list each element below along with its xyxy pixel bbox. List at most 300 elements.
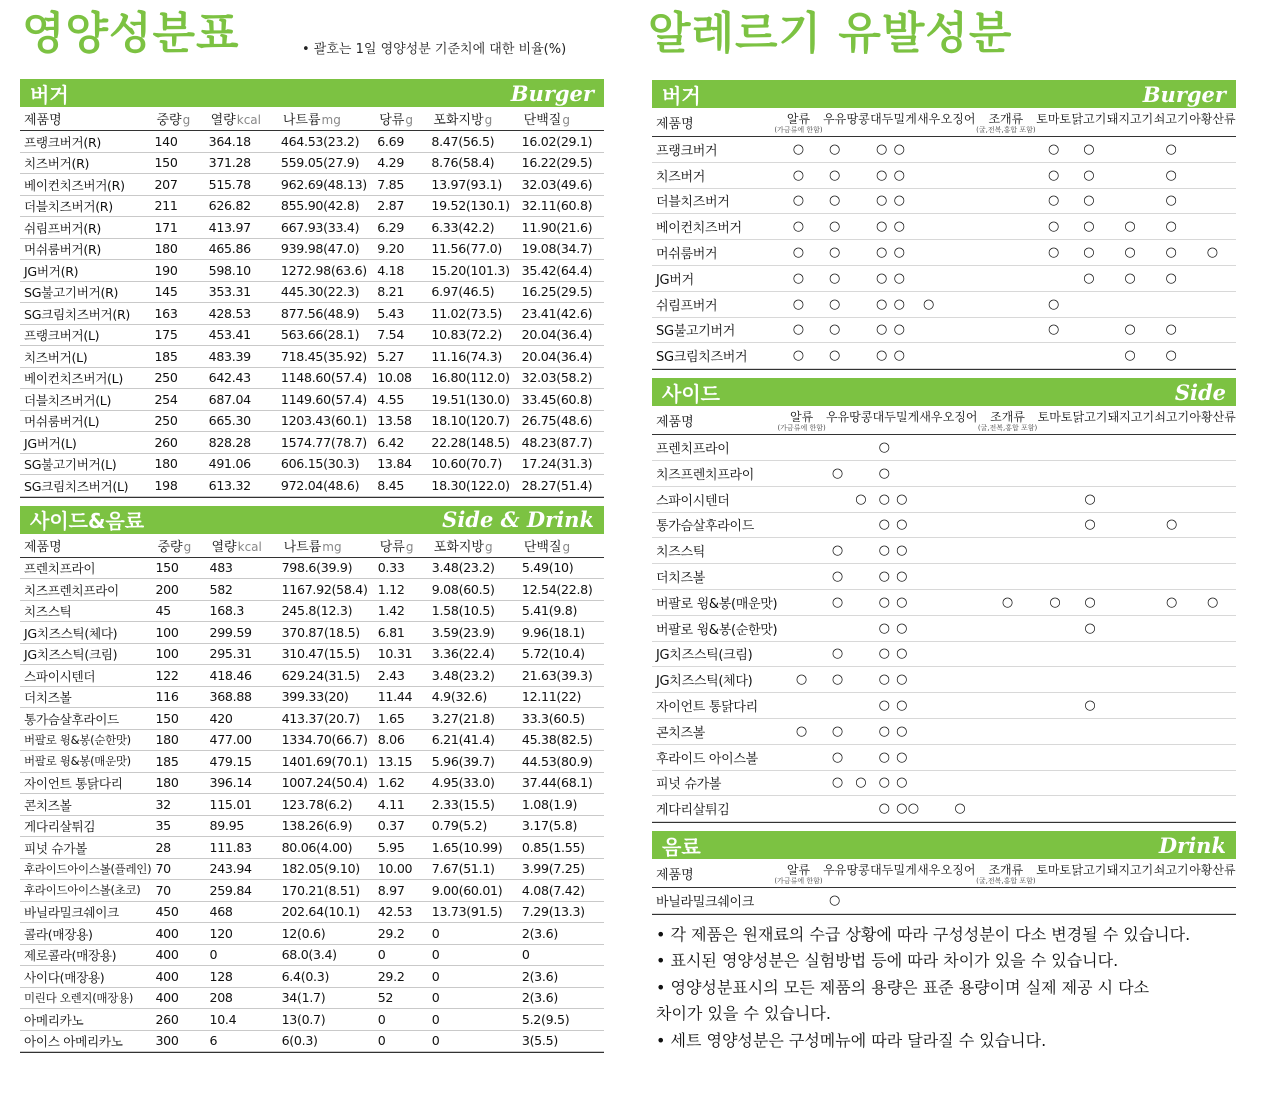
nutrient-value: 19.08(34.7): [520, 238, 604, 260]
allergen-cell: [1108, 538, 1155, 564]
nutrient-value: 300: [153, 1030, 207, 1052]
allergen-cell: [917, 162, 941, 188]
nutrient-value: 399.33(20): [280, 686, 376, 708]
allergen-cell: [908, 770, 920, 796]
allergen-mark: ○: [876, 193, 888, 209]
allergen-cell: [978, 538, 1038, 564]
allergen-header: [1038, 406, 1073, 435]
allergen-mark: ○: [896, 698, 908, 714]
allergen-cell: [917, 265, 941, 291]
nutrient-value: 559.05(27.9): [279, 152, 375, 174]
allergen-cell: [846, 240, 870, 266]
nutrient-value: 3.99(7.25): [520, 858, 604, 880]
nutrient-value: 100: [153, 643, 207, 665]
allergen-cell: [1189, 718, 1236, 744]
nutrient-value: 413.37(20.7): [280, 708, 376, 730]
nutrient-value: 100: [153, 622, 207, 644]
allergen-cell: [1189, 615, 1236, 641]
allergen-cell: [908, 615, 920, 641]
allergen-cell: [917, 188, 941, 214]
product-name: 머쉬룸버거(L): [20, 410, 152, 432]
allergen-cell: [940, 137, 975, 163]
allergen-mark: ○: [792, 245, 805, 261]
allergen-cell: [823, 188, 847, 214]
allergen-header: [1036, 859, 1071, 888]
allergen-cell: [978, 615, 1038, 641]
allergen-cell: [1107, 291, 1154, 317]
allergen-label: 게: [907, 410, 920, 425]
allergen-mark: ○: [923, 296, 935, 312]
allergen-cell: [823, 240, 847, 266]
nutrient-value: 718.45(35.92): [279, 346, 375, 368]
allergen-header: [1071, 859, 1106, 888]
nutrient-value: 855.90(42.8): [279, 195, 375, 217]
nutrient-value: 26.75(48.6): [520, 410, 604, 432]
allergen-cell: [1038, 615, 1073, 641]
product-name: JG버거(R): [20, 260, 152, 282]
header-label: 당류: [379, 539, 405, 555]
allergen-cell: [1036, 240, 1071, 266]
allergen-mark: ○: [878, 646, 890, 662]
allergen-cell: [976, 317, 1036, 343]
allergen-mark: ○: [829, 141, 841, 157]
allergen-cell: [873, 589, 896, 615]
product-name: 후라이드아이스볼(초코): [20, 880, 153, 902]
allergen-cell: [1154, 589, 1189, 615]
header-unit: g: [484, 539, 493, 554]
allergen-cell: [905, 888, 917, 914]
allergen-cell: [908, 435, 920, 461]
product-name: 제로콜라(매장용): [20, 944, 153, 966]
nutrient-value: 122: [153, 665, 207, 687]
nutrient-value: 128: [208, 966, 280, 988]
allergen-cell: [1107, 162, 1154, 188]
allergen-header: [976, 859, 1036, 888]
product-name: SG크림치즈버거: [652, 343, 774, 369]
allergen-mark: ○: [1047, 167, 1060, 183]
allergen-cell: [940, 240, 975, 266]
nutrient-value: 2(3.6): [520, 923, 604, 945]
allergen-cell: [1189, 435, 1236, 461]
nutrient-value: 44.53(80.9): [520, 751, 604, 773]
nutrient-value: 13(0.7): [280, 1009, 376, 1031]
nutrient-value: 0: [376, 1009, 430, 1031]
allergen-mark: ○: [1047, 322, 1060, 338]
header-unit: g: [484, 113, 493, 127]
allergen-mark: ○: [1165, 322, 1177, 338]
allergen-cell: [873, 538, 896, 564]
allergen-cell: [1154, 188, 1189, 214]
allergen-cell: [905, 343, 917, 369]
product-name: 치즈버거(R): [20, 152, 152, 174]
header-unit: g: [182, 113, 191, 127]
table-row: [652, 667, 1236, 693]
table-row: [20, 966, 604, 988]
allergen-cell: [823, 291, 847, 317]
allergen-cell: [940, 317, 975, 343]
allergen-cell: [873, 718, 896, 744]
allergen-cell: [1036, 214, 1071, 240]
allergen-cell: [943, 486, 978, 512]
allergen-cell: [917, 343, 941, 369]
allergen-cell: [919, 718, 942, 744]
allergen-cell: [1189, 240, 1236, 266]
product-name: SG불고기버거: [652, 317, 774, 343]
percent-note: • 괄호는 1일 영양성분 기준치에 대한 비율(%): [302, 42, 567, 57]
allergen-cell: [777, 486, 826, 512]
allergen-cell: [1154, 162, 1189, 188]
product-name: 아메리카노: [20, 1009, 153, 1031]
allergen-cell: [1154, 667, 1189, 693]
table-row: [20, 152, 604, 174]
allergen-cell: [1073, 796, 1108, 822]
allergen-cell: [919, 512, 942, 538]
nutrient-value: 364.18: [207, 131, 279, 153]
table-row: [652, 770, 1236, 796]
product-name: 프렌치프라이: [652, 435, 777, 461]
allergen-cell: [849, 435, 872, 461]
allergen-header: [870, 859, 894, 888]
nutrient-value: 180: [152, 238, 206, 260]
allergen-mark: ○: [829, 893, 841, 909]
table-row: [652, 188, 1236, 214]
allergen-mark: ○: [855, 491, 867, 507]
allergen-mark: ○: [1124, 348, 1136, 364]
allergen-header: [1107, 108, 1154, 137]
table-row: [20, 772, 604, 794]
header-label: 나트륨: [282, 113, 321, 128]
nutrient-value: 1272.98(63.6): [279, 260, 375, 282]
nutrient-value: 2(3.6): [520, 987, 604, 1009]
nutrient-value: 939.98(47.0): [279, 238, 375, 260]
nutrient-value: 19.51(130.0): [429, 389, 519, 411]
nutrient-value: 428.53: [207, 303, 279, 325]
allergen-mark: ○: [1165, 270, 1177, 286]
table-row: [20, 901, 604, 923]
allergen-mark: ○: [792, 219, 805, 235]
nutrient-value: 1.58(10.5): [430, 600, 520, 622]
table-row: [652, 641, 1236, 667]
allergy-side-en: Side: [1174, 379, 1226, 405]
nutrient-value: 445.30(22.3): [279, 281, 375, 303]
nutrient-value: 6.33(42.2): [429, 217, 519, 239]
allergen-label: 조개류: [988, 112, 1024, 126]
nutrient-value: 70: [153, 858, 207, 880]
table-row: [20, 622, 604, 644]
allergen-cell: [1108, 693, 1155, 719]
nutrient-value: 211: [152, 195, 206, 217]
allergen-cell: [826, 615, 849, 641]
nutrient-value: 1203.43(60.1): [279, 410, 375, 432]
table-row: [652, 693, 1236, 719]
nutrient-value: 180: [153, 772, 207, 794]
allergen-cell: [908, 693, 920, 719]
allergen-cell: [905, 137, 917, 163]
nutrient-value: 32.03(49.6): [520, 174, 604, 196]
table-row: [20, 1030, 604, 1052]
header-label: 단백질: [523, 539, 562, 555]
allergen-mark: ○: [1049, 594, 1061, 610]
allergen-cell: [846, 214, 870, 240]
allergen-cell: [976, 888, 1036, 914]
table-row: [652, 538, 1236, 564]
allergen-header: [1036, 108, 1071, 137]
allergen-cell: [774, 888, 823, 914]
allergen-header: [1073, 406, 1108, 435]
allergen-header: [823, 859, 847, 888]
nutrient-value: 182.05(9.10): [280, 858, 376, 880]
allergen-mark: ○: [1047, 141, 1060, 157]
allergen-header: [1189, 108, 1236, 137]
allergen-label: 닭고기: [1071, 112, 1107, 126]
table-row: [20, 729, 604, 751]
allergen-cell: [1073, 538, 1108, 564]
allergen-cell: [943, 641, 978, 667]
product-name: 바닐라밀크쉐이크: [20, 901, 153, 923]
nutrient-value: 150: [153, 708, 207, 730]
product-name: 미린다 오렌지(매장용): [20, 987, 153, 1009]
allergen-cell: [893, 291, 905, 317]
allergen-cell: [1154, 512, 1189, 538]
allergen-mark: ○: [1084, 517, 1096, 533]
nutrient-value: 9.96(18.1): [520, 622, 604, 644]
allergen-cell: [849, 796, 872, 822]
nutrient-value: 629.24(31.5): [280, 665, 376, 687]
table-row: [20, 346, 604, 368]
product-name: 치즈프렌치프라이: [652, 460, 777, 486]
allergen-cell: [896, 693, 908, 719]
allergen-mark: ○: [1047, 193, 1060, 209]
allergen-cell: [1071, 240, 1106, 266]
allergen-cell: [919, 641, 942, 667]
allergen-mark: ○: [896, 594, 908, 610]
allergen-cell: [1189, 162, 1236, 188]
allergen-cell: [908, 589, 920, 615]
nutrient-value: 3(5.5): [520, 1030, 604, 1052]
allergen-mark: ○: [792, 296, 805, 312]
allergen-cell: [940, 214, 975, 240]
allergen-cell: [976, 214, 1036, 240]
product-name: JG치즈스틱(크림): [20, 643, 153, 665]
table-row: [652, 240, 1236, 266]
allergen-mark: ○: [1084, 620, 1096, 636]
burger-banner-title: 버거: [30, 82, 69, 107]
table-row: [20, 815, 604, 837]
nutrition-header-cell: [279, 107, 375, 131]
allergen-cell: [943, 770, 978, 796]
allergen-mark: ○: [876, 270, 888, 286]
nutrition-header-cell: [520, 534, 604, 558]
nutrient-value: 116: [153, 686, 207, 708]
header-label: 제품명: [24, 539, 62, 555]
allergen-label: 게: [905, 112, 917, 126]
nutrient-value: 13.73(91.5): [430, 901, 520, 923]
allergen-mark: ○: [878, 698, 890, 714]
allergen-cell: [976, 265, 1036, 291]
side-drink-banner-title: 사이드&음료: [30, 509, 145, 533]
footnote-line: 차이가 있을 수 있습니다.: [656, 1004, 831, 1024]
allergen-cell: [917, 317, 941, 343]
allergen-cell: [943, 512, 978, 538]
nutrient-value: 1007.24(50.4): [280, 772, 376, 794]
nutrient-value: 0: [430, 987, 520, 1009]
nutrition-header-cell: [207, 107, 279, 131]
allergen-mark: ○: [893, 245, 905, 261]
allergen-cell: [943, 460, 978, 486]
allergen-cell: [1189, 486, 1236, 512]
nutrient-value: 828.28: [207, 432, 279, 454]
allergen-cell: [1154, 564, 1189, 590]
product-name: 더치즈볼: [652, 564, 777, 590]
allergen-cell: [846, 343, 870, 369]
nutrient-value: 163: [152, 303, 206, 325]
header-label: 단백질: [523, 113, 562, 128]
allergen-mark: ○: [829, 348, 841, 364]
allergen-cell: [943, 589, 978, 615]
nutrient-value: 877.56(48.9): [279, 303, 375, 325]
allergen-cell: [943, 667, 978, 693]
nutrient-value: 464.53(23.2): [279, 131, 375, 153]
allergen-cell: [846, 888, 870, 914]
nutrient-value: 4.08(7.42): [520, 880, 604, 902]
nutrient-value: 2.87: [375, 195, 429, 217]
allergen-label: 닭고기: [1071, 863, 1107, 878]
nutrient-value: 18.30(122.0): [429, 475, 519, 497]
allergen-cell: [1071, 291, 1106, 317]
allergen-cell: [893, 188, 905, 214]
footnote-line: • 표시된 영양성분은 실험방법 등에 따라 차이가 있을 수 있습니다.: [656, 951, 1119, 971]
nutrient-value: 3.59(23.9): [430, 622, 520, 644]
allergen-mark: ○: [896, 543, 908, 559]
allergen-cell: [873, 435, 896, 461]
allergen-mark: ○: [829, 270, 841, 286]
product-name: 치즈스틱: [652, 538, 777, 564]
table-row: [652, 589, 1236, 615]
allergen-mark: ○: [876, 245, 888, 261]
nutrient-value: 35: [153, 815, 207, 837]
product-name: 통가슴살후라이드: [652, 512, 777, 538]
allergen-cell: [978, 435, 1038, 461]
allergen-mark: ○: [878, 465, 890, 481]
allergen-cell: [1108, 486, 1155, 512]
nutrient-value: 1.65(10.99): [430, 837, 520, 859]
nutrient-value: 16.02(29.1): [520, 131, 604, 153]
allergen-cell: [1071, 888, 1106, 914]
allergen-label: 밀: [893, 112, 906, 126]
allergen-cell: [978, 641, 1038, 667]
nutrient-value: 4.55: [375, 389, 429, 411]
allergen-cell: [940, 888, 975, 914]
nutrient-value: 32: [153, 794, 207, 816]
allergy-header-product: 제품명: [652, 406, 777, 435]
nutrient-value: 4.95(33.0): [430, 772, 520, 794]
allergen-cell: [777, 512, 826, 538]
allergen-cell: [826, 641, 849, 667]
allergen-cell: [774, 137, 823, 163]
allergen-cell: [1154, 460, 1189, 486]
allergen-cell: [908, 718, 920, 744]
allergen-cell: [976, 162, 1036, 188]
allergen-cell: [978, 718, 1038, 744]
table-row: [20, 686, 604, 708]
allergen-mark: ○: [876, 322, 888, 338]
nutrient-value: 0: [208, 944, 280, 966]
allergen-label: 조개류: [988, 863, 1024, 878]
allergen-cell: [846, 188, 870, 214]
allergen-cell: [873, 641, 896, 667]
nutrient-value: 465.86: [207, 238, 279, 260]
allergen-label: 새우: [919, 410, 943, 425]
allergy-column: [652, 80, 1236, 1050]
table-row: [652, 214, 1236, 240]
allergen-cell: [943, 538, 978, 564]
nutrient-value: 370.87(18.5): [280, 622, 376, 644]
allergen-header: [870, 108, 894, 137]
header-label: 중량: [156, 113, 182, 128]
nutrient-value: 6.4(0.3): [280, 966, 376, 988]
nutrient-value: 16.25(29.5): [520, 281, 604, 303]
allergen-mark: ○: [1083, 219, 1095, 235]
nutrient-value: 8.47(56.5): [429, 131, 519, 153]
allergen-cell: [1036, 265, 1071, 291]
allergen-cell: [823, 343, 847, 369]
allergen-cell: [1107, 214, 1154, 240]
allergen-cell: [978, 693, 1038, 719]
allergen-cell: [908, 796, 920, 822]
allergen-cell: [873, 564, 896, 590]
nutrient-value: 8.06: [376, 729, 430, 751]
product-name: JG치즈스틱(크림): [652, 641, 777, 667]
table-row: [652, 343, 1236, 369]
allergen-cell: [1189, 538, 1236, 564]
nutrient-value: 20.04(36.4): [520, 346, 604, 368]
allergen-cell: [1071, 343, 1106, 369]
allergen-mark: ○: [878, 594, 890, 610]
table-row: [20, 751, 604, 773]
nutrient-value: 4.11: [376, 794, 430, 816]
nutrient-value: 32.11(60.8): [520, 195, 604, 217]
allergen-cell: [1189, 589, 1236, 615]
allergen-label: 땅콩: [846, 863, 870, 878]
allergen-mark: ○: [1084, 594, 1096, 610]
nutrient-value: 368.88: [208, 686, 280, 708]
allergen-cell: [1073, 718, 1108, 744]
allergen-cell: [896, 460, 908, 486]
allergen-cell: [896, 435, 908, 461]
allergen-mark: ○: [792, 141, 805, 157]
nutrient-value: 145: [152, 281, 206, 303]
nutrient-value: 17.24(31.3): [520, 453, 604, 475]
nutrient-value: 190: [152, 260, 206, 282]
allergen-cell: [1108, 589, 1155, 615]
table-row: [652, 744, 1236, 770]
allergen-cell: [1108, 667, 1155, 693]
allergen-sublabel: (굴,전복,홍합 포함): [976, 126, 1036, 134]
allergen-mark: ○: [831, 569, 844, 585]
allergen-cell: [774, 265, 823, 291]
allergen-cell: [917, 214, 941, 240]
product-name: 프렌치프라이: [20, 557, 153, 579]
allergen-mark: ○: [893, 193, 905, 209]
allergen-cell: [826, 744, 849, 770]
allergen-mark: ○: [896, 749, 908, 765]
allergen-cell: [919, 538, 942, 564]
allergen-label: 땅콩: [846, 112, 870, 126]
table-row: [20, 579, 604, 601]
allergen-cell: [940, 162, 975, 188]
allergen-cell: [978, 564, 1038, 590]
nutrient-value: 250: [152, 367, 206, 389]
